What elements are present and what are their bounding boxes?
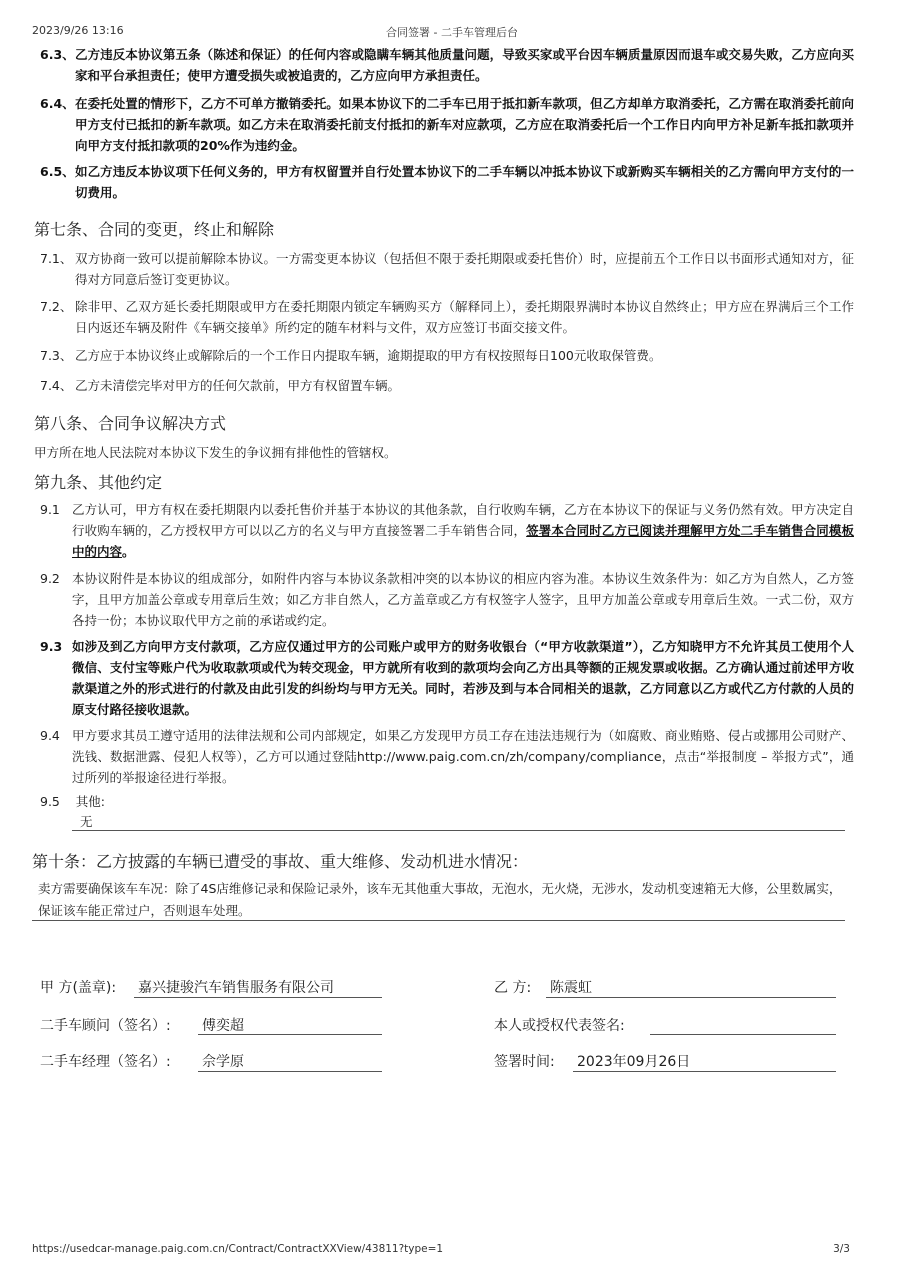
clause-body: 乙方认可，甲方有权在委托期限内以委托售价并基于本协议的其他条款，自行收购车辆，乙方在本协议下的保证与义务仍然有效。甲方决定自行收购车辆的，乙方授权甲方可以以乙方的名义与甲方直接签署二手车销售合同， — [72, 502, 854, 538]
advisor-line — [198, 1034, 382, 1035]
clause-9-4 — [40, 725, 854, 788]
page-number: 3/3 — [833, 1243, 850, 1255]
section-10-title: 第十条：乙方披露的车辆已遭受的事故、重大维修、发动机进水情况： — [32, 852, 529, 871]
clause-number: 9.4 — [40, 728, 60, 743]
clause-number: 6.3、 — [40, 47, 75, 62]
clause-6-5 — [40, 161, 854, 203]
manager-value: 佘学原 — [202, 1054, 244, 1070]
clause-number: 6.5、 — [40, 164, 75, 179]
date-value: 2023年09月26日 — [577, 1054, 691, 1070]
party-a-line — [134, 997, 382, 998]
clause-number: 7.4、 — [40, 378, 73, 393]
clause-text: 如涉及到乙方向甲方支付款项，乙方应仅通过甲方的公司账户或甲方的财务收银台（“甲方收款渠道”），乙方知晓甲方不允许其员工使用个人微信、支付宝等账户代为收取款项或代为转交现金，甲方就所有收到的款项均会向乙方出具等额的正规发票或收据。乙方确认通过前述甲方收款渠道之外的形式进行的付款及由此引发的纠纷均与甲方无关。同时，若涉及到与本合同相关的退款，乙方同意以乙方或代乙方付款的人员的原支付路径接收退款。 — [72, 639, 854, 717]
other-label: 其他: — [75, 794, 106, 809]
clause-number: 7.2、 — [40, 299, 73, 314]
party-a-label: 甲 方(盖章): — [40, 980, 117, 996]
clause-number: 9.5 — [40, 794, 60, 809]
clause-text: 乙方应于本协议终止或解除后的一个工作日内提取车辆，逾期提取的甲方有权按照每日100元收取保管费。 — [75, 348, 662, 363]
manager-label: 二手车经理（签名）: — [40, 1054, 171, 1070]
section-7-title: 第七条、合同的变更，终止和解除 — [34, 220, 275, 239]
party-b-value: 陈震虹 — [550, 980, 592, 996]
print-datetime: 2023/9/26 13:16 — [32, 24, 124, 37]
party-b-label: 乙 方: — [494, 980, 532, 996]
clause-6-3 — [40, 44, 854, 86]
other-underline — [72, 830, 845, 831]
clause-text: 在委托处置的情形下，乙方不可单方撤销委托。如果本协议下的二手车已用于抵扣新车款项，但乙方却单方取消委托，乙方需在取消委托前向甲方支付已抵扣的新车款项。如乙方未在取消委托前支付抵扣的新车对应款项，乙方应在取消委托后一个工作日内向甲方补足新车抵扣款项并向甲方支付抵扣款项的20%作为违约金。 — [75, 96, 854, 153]
other-value: 无 — [80, 814, 93, 829]
section-10-underline — [32, 920, 845, 921]
clause-number: 7.3、 — [40, 348, 73, 363]
page-title: 合同签署 - 二手车管理后台 — [386, 26, 518, 39]
advisor-value: 傅奕超 — [202, 1018, 244, 1034]
clause-number: 9.2 — [40, 571, 60, 586]
section-10-text: 卖方需要确保该车车况：除了4S店维修记录和保险记录外，该车无其他重大事故，无泡水，无火烧，无涉水，发动机变速箱无大修，公里数属实，保证该车能正常过户，否则退车处理。 — [38, 881, 842, 918]
clause-7-3 — [40, 345, 854, 366]
clause-number: 9.1 — [40, 502, 60, 517]
clause-9-3 — [40, 636, 854, 720]
clause-7-1 — [40, 248, 854, 290]
clause-text: 乙方违反本协议第五条（陈述和保证）的任何内容或隐瞒车辆其他质量问题，导致买家或平台因车辆质量原因而退车或交易失败，乙方应向买家和平台承担责任；使甲方遭受损失或被追责的，乙方应向甲方承担责任。 — [75, 47, 854, 83]
advisor-label: 二手车顾问（签名）: — [40, 1018, 171, 1034]
section-9-title: 第九条、其他约定 — [34, 473, 163, 492]
clause-text: 如乙方违反本协议项下任何义务的，甲方有权留置并自行处置本协议下的二手车辆以冲抵本协议下或新购买车辆相关的乙方需向甲方支付的一切费用。 — [75, 164, 854, 200]
section-8-title: 第八条、合同争议解决方式 — [34, 414, 227, 433]
clause-9-2 — [40, 568, 854, 631]
party-a-value: 嘉兴捷骏汽车销售服务有限公司 — [138, 980, 334, 996]
rep-line — [650, 1034, 836, 1035]
clause-emphasis: 签署本合同时乙方已阅读并理解甲方处二手车销售合同模板中的内容 — [72, 523, 854, 559]
clause-text: 乙方未清偿完毕对甲方的任何欠款前，甲方有权留置车辆。 — [75, 378, 401, 393]
manager-line — [198, 1071, 382, 1072]
clause-tail: 。 — [122, 544, 135, 559]
clause-number: 9.3 — [40, 639, 63, 654]
clause-number: 7.1、 — [40, 251, 73, 266]
section-8-text: 甲方所在地人民法院对本协议下发生的争议拥有排他性的管辖权。 — [34, 445, 397, 460]
party-b-line — [546, 997, 836, 998]
rep-label: 本人或授权代表签名: — [494, 1018, 625, 1034]
clause-6-4 — [40, 93, 854, 156]
clause-text: 双方协商一致可以提前解除本协议。一方需变更本协议（包括但不限于委托期限或委托售价）时，应提前五个工作日以书面形式通知对方，征得对方同意后签订变更协议。 — [75, 251, 854, 287]
clause-7-2 — [40, 296, 854, 338]
date-label: 签署时间: — [494, 1054, 555, 1070]
date-line — [573, 1071, 836, 1072]
clause-9-5 — [40, 792, 105, 810]
clause-text: 甲方要求其员工遵守适用的法律法规和公司内部规定，如果乙方发现甲方员工存在违法违规行为（如腐败、商业贿赂、侵占或挪用公司财产、洗钱、数据泄露、侵犯人权等），乙方可以通过登陆http://www.paig.com.cn/zh/company/compliance，点击“举报制度 – 举报方式”，通过所列的举报途径进行举报。 — [72, 728, 854, 785]
clause-7-4 — [40, 375, 854, 396]
clause-number: 6.4、 — [40, 96, 75, 111]
clause-text: 除非甲、乙双方延长委托期限或甲方在委托期限内锁定车辆购买方（解释同上），委托期限界满时本协议自然终止；甲方应在界满后三个工作日内返还车辆及附件《车辆交接单》所约定的随车材料与文件，双方应签订书面交接文件。 — [75, 299, 854, 335]
page-url: https://usedcar-manage.paig.com.cn/Contract/ContractXXView/43811?type=1 — [32, 1243, 444, 1255]
clause-text — [72, 499, 854, 562]
clause-text: 本协议附件是本协议的组成部分，如附件内容与本协议条款相冲突的以本协议的相应内容为准。本协议生效条件为：如乙方为自然人，乙方签字，且甲方加盖公章或专用章后生效；如乙方非自然人，乙方盖章或乙方有权签字人签字，且甲方加盖公章或专用章后生效。一式二份，双方各持一份；本协议取代甲方之前的承诺或约定。 — [72, 571, 854, 628]
clause-9-1 — [40, 499, 854, 562]
